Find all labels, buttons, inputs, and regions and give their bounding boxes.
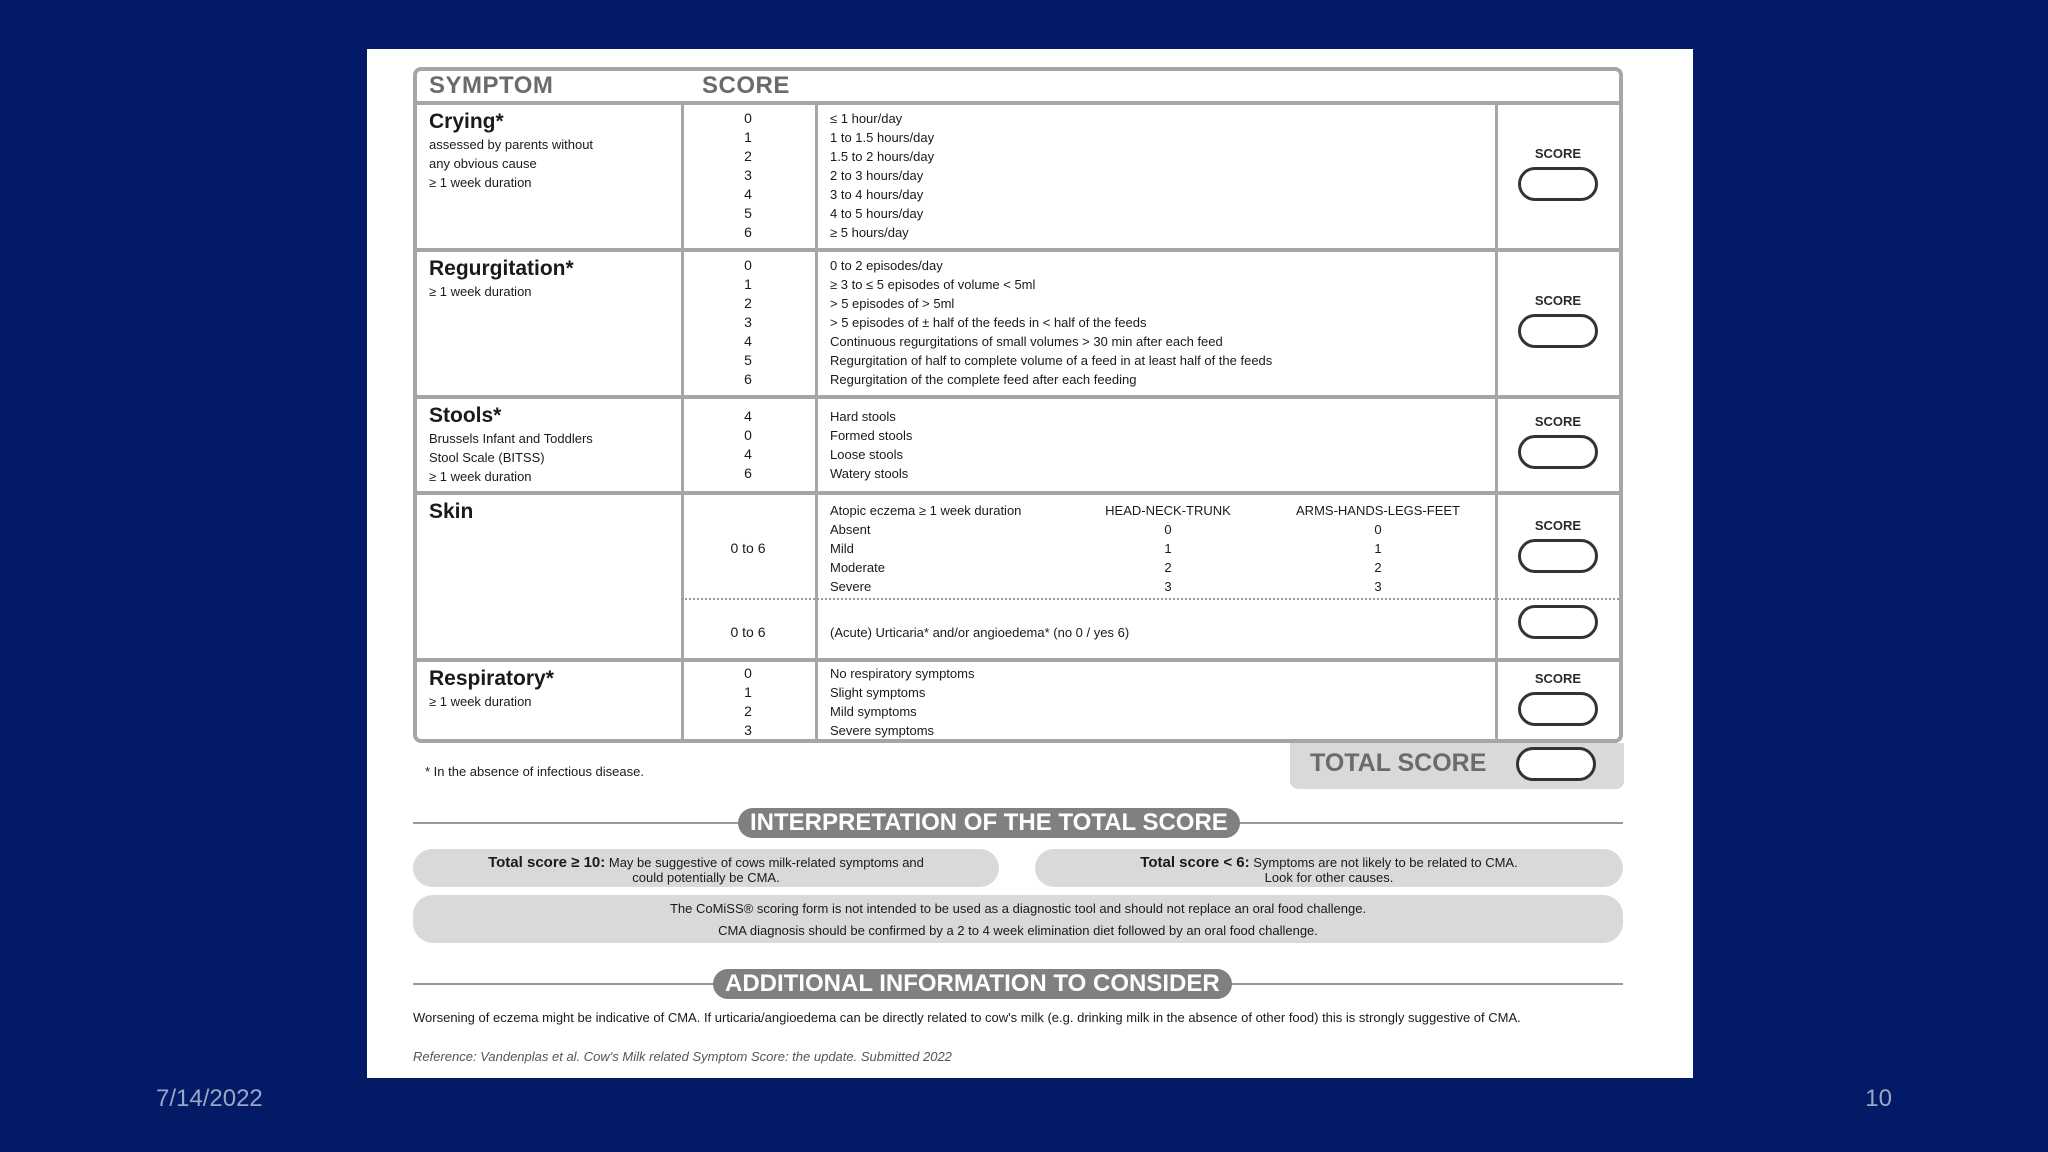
arms-hands-legs-feet-values bbox=[1274, 520, 1482, 596]
list-item: 0 bbox=[1374, 522, 1382, 537]
crying-score-input[interactable] bbox=[1518, 167, 1598, 201]
list-item: ≥ 1 week duration bbox=[429, 284, 532, 299]
row-skin bbox=[417, 495, 1619, 662]
skin-urticaria-score-input[interactable] bbox=[1518, 605, 1598, 639]
list-item: Regurgitation of half to complete volume of a feed in at least half of the feeds bbox=[830, 353, 1273, 368]
head-neck-trunk-values bbox=[1088, 520, 1248, 596]
list-item: Formed stools bbox=[830, 428, 913, 443]
low-score-bold: Total score < 6: bbox=[1140, 854, 1250, 871]
list-item: Moderate bbox=[830, 560, 885, 575]
regurgitation-sub bbox=[429, 282, 669, 301]
skin-range-eczema: 0 to 6 bbox=[730, 540, 766, 556]
list-item: Stool Scale (BITSS) bbox=[429, 450, 545, 465]
regurgitation-score-input[interactable] bbox=[1518, 314, 1598, 348]
high-score-text2: could potentially be CMA. bbox=[632, 870, 780, 885]
list-item: ≤ 1 hour/day bbox=[830, 111, 903, 126]
list-item: 4 to 5 hours/day bbox=[830, 206, 924, 221]
list-item: 4 bbox=[744, 333, 752, 349]
score-label: SCORE bbox=[1534, 414, 1582, 429]
list-item: ≥ 1 week duration bbox=[429, 469, 532, 484]
list-item: Continuous regurgitations of small volumes > 30 min after each feed bbox=[830, 334, 1223, 349]
list-item: 3 bbox=[744, 314, 752, 330]
stools-symptom bbox=[429, 403, 669, 486]
list-item: Brussels Infant and Toddlers bbox=[429, 431, 593, 446]
stools-sub bbox=[429, 429, 669, 486]
respiratory-sub bbox=[429, 692, 669, 711]
list-item: 5 bbox=[744, 205, 752, 221]
list-item: 1.5 to 2 hours/day bbox=[830, 149, 935, 164]
list-item: Loose stools bbox=[830, 447, 903, 462]
additional-text: Worsening of eczema might be indicative of CMA. If urticaria/angioedema can be directly related to cow's milk (e.g. drinking milk in the absence of other food) this is strongly suggestive of CMA. bbox=[413, 1010, 1521, 1025]
high-score-text: May be suggestive of cows milk-related symptoms and bbox=[605, 855, 924, 870]
row-regurgitation bbox=[417, 252, 1619, 399]
high-score-note bbox=[413, 849, 999, 887]
list-item: 4 bbox=[744, 446, 752, 462]
header-symptom: SYMPTOM bbox=[429, 72, 554, 99]
crying-scores bbox=[681, 109, 815, 242]
list-item: 2 bbox=[1374, 560, 1382, 575]
score-table bbox=[413, 67, 1623, 743]
reference: Reference: Vandenplas et al. Cow's Milk related Symptom Score: the update. Submitted 2022 bbox=[413, 1049, 952, 1064]
row-stools bbox=[417, 399, 1619, 495]
total-score-box bbox=[1290, 743, 1624, 789]
score-label: SCORE bbox=[1534, 146, 1582, 161]
skin-range-urticaria: 0 to 6 bbox=[730, 624, 766, 640]
list-item: Absent bbox=[830, 522, 871, 537]
stools-scores bbox=[681, 407, 815, 483]
head-neck-trunk-header: HEAD-NECK-TRUNK bbox=[1105, 503, 1231, 518]
list-item: 3 bbox=[1374, 579, 1382, 594]
list-item: Hard stools bbox=[830, 409, 896, 424]
crying-sub bbox=[429, 135, 669, 192]
row-crying bbox=[417, 105, 1619, 252]
crying-symptom bbox=[429, 109, 669, 192]
respiratory-score-input[interactable] bbox=[1518, 692, 1598, 726]
score-label: SCORE bbox=[1534, 518, 1582, 533]
stools-score-input[interactable] bbox=[1518, 435, 1598, 469]
list-item: 3 bbox=[744, 722, 752, 738]
low-score-note bbox=[1035, 849, 1623, 887]
header-score: SCORE bbox=[702, 72, 790, 99]
list-item: 1 bbox=[1374, 541, 1382, 556]
list-item: ≥ 5 hours/day bbox=[830, 225, 909, 240]
regurgitation-descs bbox=[830, 256, 1272, 389]
eczema-levels bbox=[830, 520, 1090, 596]
list-item: Mild symptoms bbox=[830, 704, 917, 719]
stools-name: Stools* bbox=[429, 404, 502, 427]
crying-name: Crying* bbox=[429, 110, 504, 133]
crying-descs bbox=[830, 109, 934, 242]
skin-eczema-score-box bbox=[1513, 517, 1603, 573]
respiratory-scores bbox=[681, 664, 815, 740]
diagnostic-note-2: CMA diagnosis should be confirmed by a 2 to 4 week elimination diet followed by an oral food challenge. bbox=[718, 923, 1318, 938]
list-item: 0 bbox=[744, 427, 752, 443]
list-item: > 5 episodes of ± half of the feeds in < half of the feeds bbox=[830, 315, 1147, 330]
list-item: 2 bbox=[744, 148, 752, 164]
total-score-label: TOTAL SCORE bbox=[1310, 749, 1487, 777]
list-item: 4 bbox=[744, 186, 752, 202]
slide-date: 7/14/2022 bbox=[156, 1085, 263, 1112]
comiss-document bbox=[367, 49, 1693, 1078]
crying-score-box bbox=[1513, 145, 1603, 201]
list-item: 0 bbox=[744, 665, 752, 681]
urticaria-desc: (Acute) Urticaria* and/or angioedema* (no 0 / yes 6) bbox=[830, 625, 1130, 640]
list-item: Slight symptoms bbox=[830, 685, 926, 700]
list-item: 1 bbox=[1164, 541, 1172, 556]
low-score-text: Symptoms are not likely to be related to CMA. bbox=[1249, 855, 1518, 870]
stools-descs bbox=[830, 407, 912, 483]
score-label: SCORE bbox=[1534, 293, 1582, 308]
list-item: Severe bbox=[830, 579, 872, 594]
list-item: 4 bbox=[744, 408, 752, 424]
list-item: 3 bbox=[1164, 579, 1172, 594]
skin-symptom bbox=[429, 499, 669, 525]
list-item: 1 bbox=[744, 129, 752, 145]
respiratory-name: Respiratory* bbox=[429, 667, 554, 690]
list-item: 1 bbox=[744, 276, 752, 292]
stools-score-box bbox=[1513, 413, 1603, 469]
regurgitation-scores bbox=[681, 256, 815, 389]
diagnostic-note-1: The CoMiSS® scoring form is not intended to be used as a diagnostic tool and should not replace an oral food challenge. bbox=[669, 901, 1367, 916]
list-item: 3 to 4 hours/day bbox=[830, 187, 924, 202]
list-item: ≥ 1 week duration bbox=[429, 175, 532, 190]
list-item: 2 to 3 hours/day bbox=[830, 168, 924, 183]
list-item: No respiratory symptoms bbox=[830, 666, 975, 681]
list-item: 1 to 1.5 hours/day bbox=[830, 130, 935, 145]
total-score-input[interactable] bbox=[1516, 747, 1596, 781]
interpretation-title: INTERPRETATION OF THE TOTAL SCORE bbox=[738, 808, 1240, 838]
diagnostic-note bbox=[413, 895, 1623, 943]
skin-urticaria-score-box bbox=[1513, 601, 1603, 639]
list-item: > 5 episodes of > 5ml bbox=[830, 296, 955, 311]
skin-name: Skin bbox=[429, 500, 474, 523]
score-label: SCORE bbox=[1534, 671, 1582, 686]
list-item: Mild bbox=[830, 541, 854, 556]
list-item: 0 bbox=[744, 257, 752, 273]
row-respiratory bbox=[417, 662, 1619, 743]
footnote: * In the absence of infectious disease. bbox=[425, 764, 644, 779]
list-item: 2 bbox=[744, 703, 752, 719]
slide-number: 10 bbox=[1865, 1085, 1892, 1112]
list-item: 6 bbox=[744, 465, 752, 481]
respiratory-descs bbox=[830, 664, 974, 740]
list-item: 1 bbox=[744, 684, 752, 700]
eczema-header: Atopic eczema ≥ 1 week duration bbox=[830, 503, 1022, 518]
list-item: 6 bbox=[744, 224, 752, 240]
regurgitation-name: Regurgitation* bbox=[429, 257, 574, 280]
list-item: assessed by parents without bbox=[429, 137, 594, 152]
list-item: 0 bbox=[1164, 522, 1172, 537]
list-item: 2 bbox=[744, 295, 752, 311]
high-score-bold: Total score ≥ 10: bbox=[488, 854, 606, 871]
list-item: ≥ 3 to ≤ 5 episodes of volume < 5ml bbox=[830, 277, 1036, 292]
skin-divider bbox=[681, 598, 1619, 600]
regurgitation-score-box bbox=[1513, 292, 1603, 348]
list-item: Severe symptoms bbox=[830, 723, 935, 738]
list-item: ≥ 1 week duration bbox=[429, 694, 532, 709]
skin-eczema-score-input[interactable] bbox=[1518, 539, 1598, 573]
table-header bbox=[417, 71, 1619, 105]
list-item: 2 bbox=[1164, 560, 1172, 575]
list-item: any obvious cause bbox=[429, 156, 537, 171]
low-score-text2: Look for other causes. bbox=[1264, 870, 1394, 885]
respiratory-score-box bbox=[1513, 670, 1603, 726]
respiratory-symptom bbox=[429, 666, 669, 711]
list-item: 5 bbox=[744, 352, 752, 368]
list-item: 0 bbox=[744, 110, 752, 126]
list-item: 3 bbox=[744, 167, 752, 183]
additional-title: ADDITIONAL INFORMATION TO CONSIDER bbox=[713, 969, 1232, 999]
list-item: Watery stools bbox=[830, 466, 909, 481]
list-item: Regurgitation of the complete feed after each feeding bbox=[830, 372, 1137, 387]
list-item: 0 to 2 episodes/day bbox=[830, 258, 943, 273]
regurgitation-symptom bbox=[429, 256, 669, 301]
list-item: 6 bbox=[744, 371, 752, 387]
arms-hands-legs-feet-header: ARMS-HANDS-LEGS-FEET bbox=[1296, 503, 1460, 518]
